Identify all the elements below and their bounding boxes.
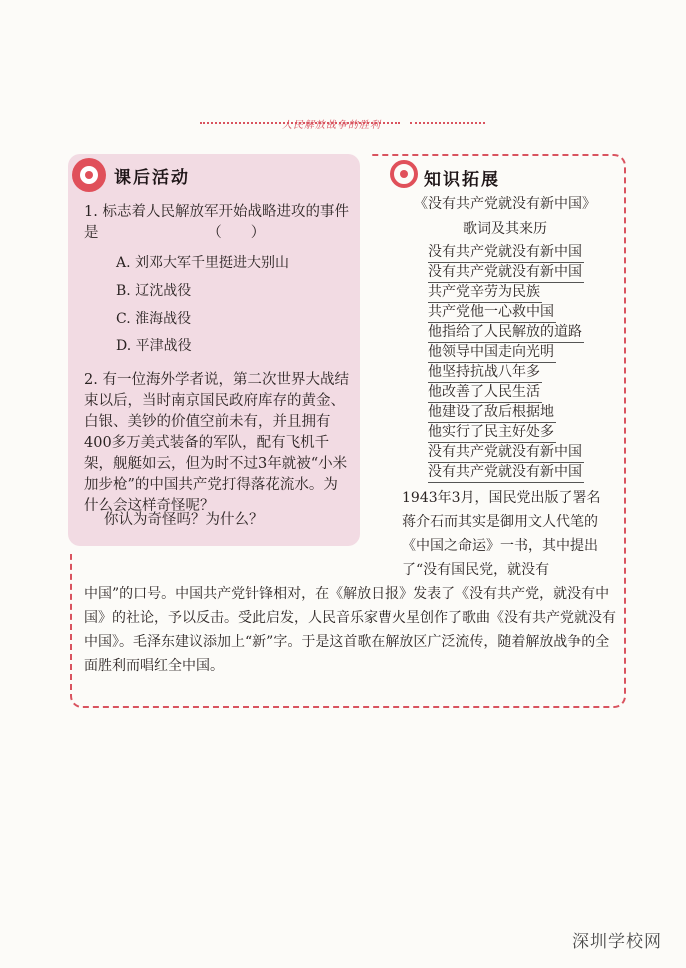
song-title: 《没有共产党就没有新中国》 — [414, 196, 596, 212]
site-watermark: 深圳学校网 — [572, 932, 662, 952]
song-subtitle: 歌词及其来历 — [463, 221, 547, 237]
lyric-line: 他建设了敌后根据地 — [428, 403, 556, 423]
q1-option-a: A. 刘邓大军千里挺进大别山 — [116, 255, 290, 271]
activity-target-icon — [72, 158, 106, 192]
history-paragraph-2: 中国”的口号。中国共产党针锋相对，在《解放日报》发表了《没有共产党，就没有中国》的社论，予以反击。受此启发，人民音乐家曹火星创作了歌曲《没有共产党就没有中国》。毛泽东建议添加上“新”字。于是这首歌在解放区广泛流传，随着解放战争的全面胜利而唱红全中国。 — [84, 586, 616, 674]
lyric-line: 他实行了民主好处多 — [428, 423, 556, 443]
lyric-line: 他改善了人民生活 — [428, 383, 542, 403]
lyric-line: 他领导中国走向光明 — [428, 343, 556, 363]
lyric-line: 没有共产党就没有新中国 — [428, 263, 584, 283]
lyric-line: 共产党辛劳为民族 — [428, 283, 542, 303]
lyric-line: 没有共产党就没有新中国 — [428, 243, 584, 263]
lyric-line: 没有共产党就没有新中国 — [428, 443, 584, 463]
lyric-line: 他指给了人民解放的道路 — [428, 323, 584, 343]
lyric-line: 共产党他一心救中国 — [428, 303, 556, 323]
history-paragraph-1: 1943年3月，国民党出版了署名蒋介石而其实是御用文人代笔的《中国之命运》一书，其中提出了“没有国民党，就没有 — [402, 490, 601, 578]
page-header-title: 人民解放战争的胜利 — [282, 120, 381, 131]
activity-title: 课后活动 — [114, 168, 190, 188]
question-1: 1. 标志着人民解放军开始战略进攻的事件是 （ ） — [84, 204, 349, 241]
q1-option-b: B. 辽沈战役 — [116, 283, 192, 299]
question-2: 2. 有一位海外学者说，第二次世界大战结束以后，当时南京国民政府库存的黄金、白银、美钞的价值空前未有，并且拥有400多万美式装备的军队，配有飞机千架，舰艇如云，但为时不过3年就被“小米加步枪”的中国共产党打得落花流水。为什么会这样奇怪呢？ — [84, 372, 349, 514]
header-divider-right — [410, 122, 485, 124]
knowledge-target-icon — [390, 160, 418, 188]
question-2-followup: 你认为奇怪吗？为什么？ — [104, 512, 264, 528]
lyric-line: 没有共产党就没有新中国 — [428, 463, 584, 483]
lyric-line: 他坚持抗战八年多 — [428, 363, 542, 383]
q1-option-d: D. 平津战役 — [116, 338, 192, 354]
q1-option-c: C. 淮海战役 — [116, 311, 192, 327]
knowledge-title: 知识拓展 — [424, 170, 500, 190]
